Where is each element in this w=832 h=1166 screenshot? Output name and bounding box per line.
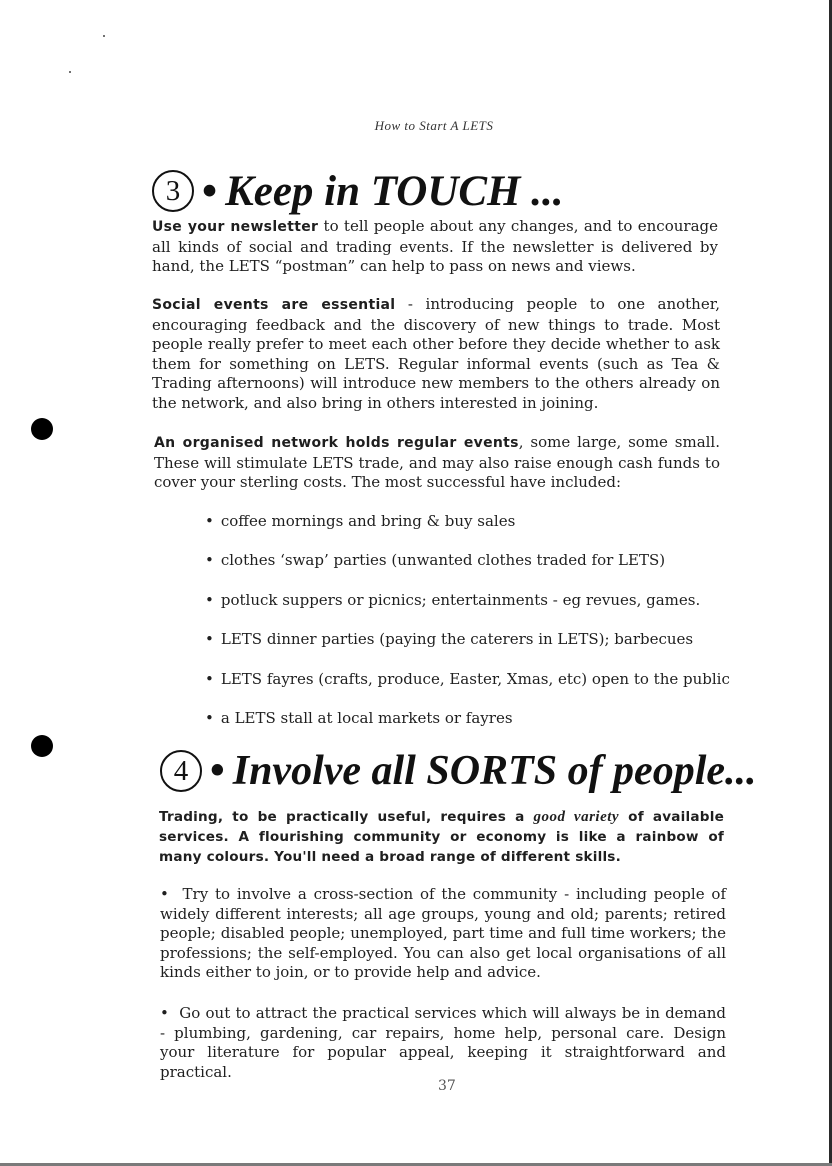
paragraph-text: to tell people about any changes, and to encourage all kinds of social and trading events. If the newsletter is delivered by hand, the LETS “postman” can help to pass on news and views. (152, 217, 718, 276)
section-title: Involve all SORTS of people... (232, 748, 757, 794)
paragraph-bullet: • (160, 885, 183, 903)
paragraph-trading-variety (159, 807, 724, 867)
heading-bullet: • (210, 748, 225, 794)
paragraph-regular-events (154, 433, 720, 493)
section-title: Keep in TOUCH ... (225, 167, 564, 215)
binder-hole (31, 418, 53, 440)
paragraph-lead: Use your newsletter (152, 219, 319, 235)
running-head: How to Start A LETS (374, 118, 494, 133)
scan-speck (103, 35, 105, 37)
paragraph-newsletter (152, 217, 718, 277)
events-bullet-list (205, 511, 730, 747)
paragraph-text: Try to involve a cross-section of the community - including people of widely different interests; all age groups, young and old; parents; retired people; disabled people; unemployed, part time and full time workers; the professions; the self-employed. You can also get local organisations of all kinds either to join, or to provide help and advice. (160, 885, 726, 982)
emphasis-text: good variety (533, 809, 620, 825)
list-item: • a LETS stall at local markets or fayres (205, 708, 730, 747)
paragraph-lead: Social events are essential (152, 297, 396, 313)
paragraph-social-events (152, 295, 720, 414)
section-4-heading (160, 744, 757, 798)
binder-hole (31, 735, 53, 757)
list-item: • clothes ‘swap’ parties (unwanted clothes traded for LETS) (205, 550, 730, 589)
section-3-heading (152, 164, 564, 218)
section-number-circle: 4 (160, 750, 202, 792)
paragraph-text: - introducing people to one another, encouraging feedback and the discovery of new things to trade. Most people really prefer to meet each other before they decide whether to ask them for something on LETS. Regular informal events (such as Tea & Trading afternoons) will introduce new members to the others already on the network, and also bring in others interested in joining. (152, 295, 720, 412)
paragraph-text: Trading, to be practically useful, requires a (159, 809, 534, 825)
list-item: • coffee mornings and bring & buy sales (205, 511, 730, 550)
list-item: • LETS dinner parties (paying the caterers in LETS); barbecues (205, 629, 730, 668)
list-item: • potluck suppers or picnics; entertainments - eg revues, games. (205, 590, 730, 629)
paragraph-practical-services (160, 1004, 726, 1082)
heading-bullet: • (202, 167, 218, 215)
scan-speck (69, 71, 71, 73)
paragraph-text: Go out to attract the practical services which will always be in demand - plumbing, gardening, car repairs, home help, personal care. Design your literature for popular appeal, keeping it straightforward and practical. (160, 1004, 726, 1081)
section-number-circle: 3 (152, 170, 194, 212)
paragraph-text: , some large, some small. These will stimulate LETS trade, and may also raise enough cash funds to cover your sterling costs. The most successful have included: (154, 433, 720, 492)
paragraph-bullet: • (160, 1004, 180, 1022)
page-number: 37 (438, 1078, 456, 1094)
paragraph-text: of available services. A flourishing community or economy is like a rainbow of many colours. You'll need a broad range of different skills. (159, 809, 724, 865)
paragraph-lead: An organised network holds regular events (154, 435, 519, 451)
list-item: • LETS fayres (crafts, produce, Easter, Xmas, etc) open to the public (205, 669, 730, 708)
paragraph-cross-section (160, 885, 726, 983)
